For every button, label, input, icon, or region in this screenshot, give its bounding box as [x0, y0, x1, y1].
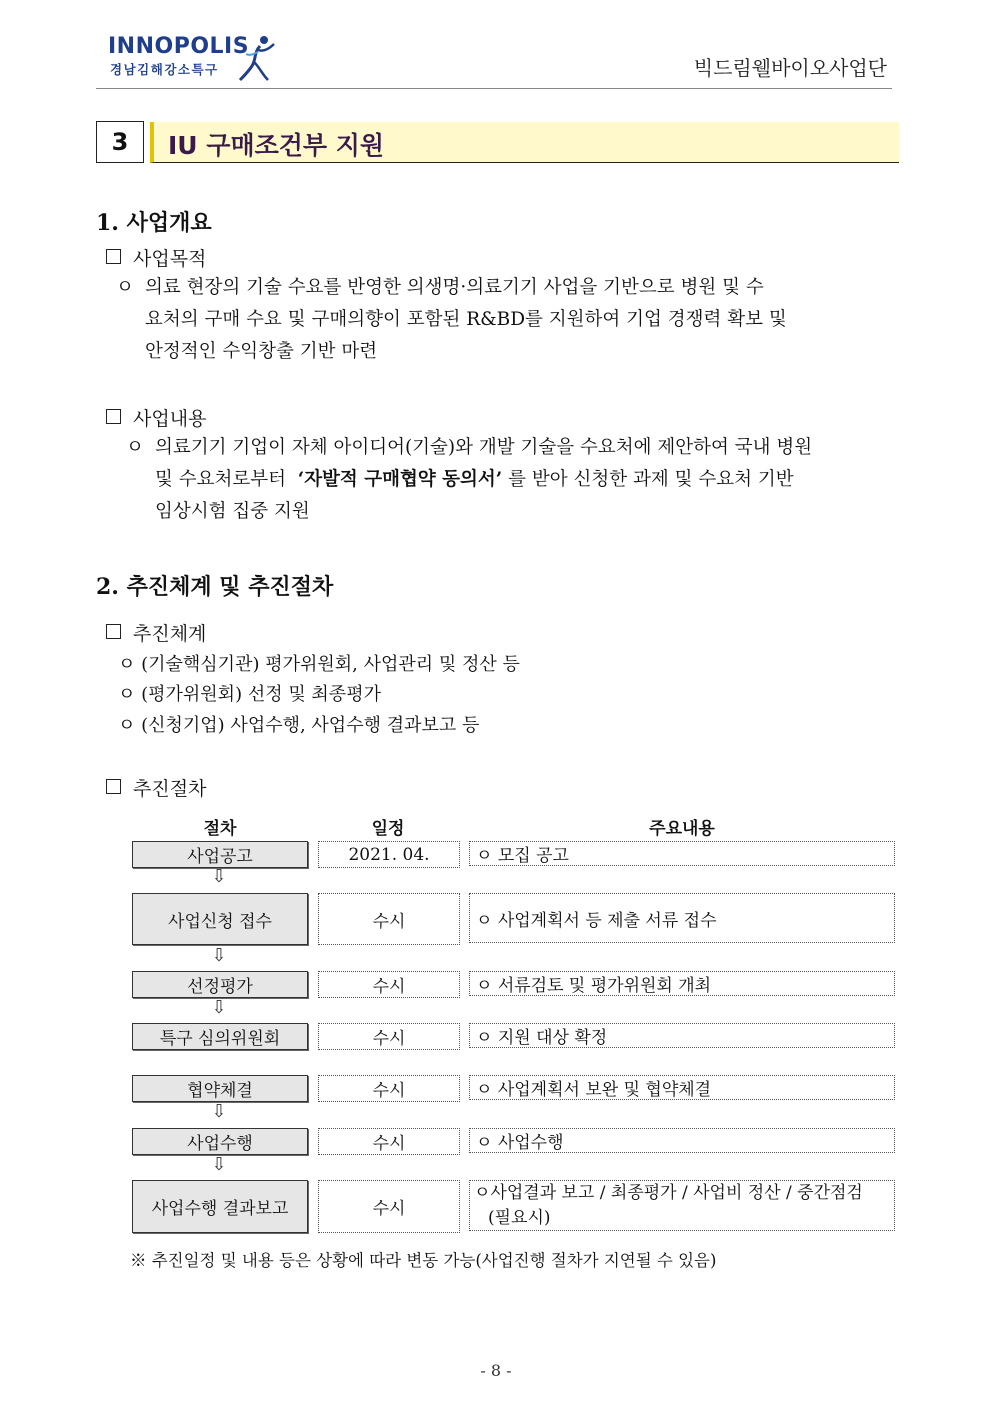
purpose-line-3: 안정적인 수익창출 기반 마련 [145, 341, 378, 362]
checkbox-square-icon [106, 624, 121, 639]
step-cell: 사업신청 접수 [132, 893, 308, 945]
step-cell: 사업수행 결과보고 [132, 1180, 308, 1233]
system-item-2: ㅇ (평가위원회) 선정 및 최종평가 [118, 684, 381, 705]
down-arrow-icon: ⇩ [211, 866, 227, 887]
section-number: 3 [96, 121, 144, 163]
content-cell: ㅇ사업결과 보고 / 최종평가 / 사업비 정산 / 중간점검 (필요시) [469, 1180, 895, 1231]
organization-name: 빅드림웰바이오사업단 [693, 56, 887, 80]
step-cell: 협약체결 [132, 1075, 308, 1102]
page-number: - 8 - [480, 1361, 512, 1380]
purpose-bullet: ㅇ [116, 277, 134, 298]
logo-main-text: INNOPOLIS [108, 34, 250, 59]
purpose-line-1: 의료 현장의 기술 수요를 반영한 의생명·의료기기 사업을 기반으로 병원 및 수 [145, 277, 764, 298]
schedule-cell: 수시 [318, 1180, 460, 1233]
content-line-1: 의료기기 기업이 자체 아이디어(기술)와 개발 기술을 수요처에 제안하여 국내 병원 [155, 437, 813, 458]
col-header-step: 절차 [203, 819, 237, 839]
step-cell: 사업공고 [132, 841, 308, 868]
step-cell: 사업수행 [132, 1128, 308, 1155]
heading-system-procedure: 2. 추진체계 및 추진절차 [96, 574, 334, 600]
content-cell: ㅇ 지원 대상 확정 [469, 1023, 895, 1048]
down-arrow-icon: ⇩ [211, 945, 227, 966]
schedule-note: ※ 추진일정 및 내용 등은 상황에 따라 변동 가능(사업진행 절차가 지연될 수 있음) [130, 1251, 717, 1270]
content-cell: ㅇ 사업계획서 등 제출 서류 접수 [469, 893, 895, 943]
runner-figure-icon [234, 34, 276, 84]
content-line-2: 및 수요처로부터 ‘자발적 구매협약 동의서’ 를 받아 신청한 과제 및 수요처 기반 [155, 469, 794, 490]
checkbox-square-icon [106, 779, 121, 794]
schedule-cell: 수시 [318, 971, 460, 998]
col-header-schedule: 일정 [371, 819, 405, 839]
step-cell: 특구 심의위원회 [132, 1023, 308, 1050]
down-arrow-icon: ⇩ [211, 1101, 227, 1122]
content-cell: ㅇ 사업수행 [469, 1128, 895, 1153]
purpose-line-2: 요처의 구매 수요 및 구매의향이 포함된 R&BD를 지원하여 기업 경쟁력 확보 및 [145, 309, 787, 330]
system-item-3: ㅇ (신청기업) 사업수행, 사업수행 결과보고 등 [118, 715, 480, 736]
col-header-content: 주요내용 [649, 819, 715, 839]
checkbox-square-icon [106, 249, 121, 264]
content-cell: ㅇ 서류검토 및 평가위원회 개최 [469, 971, 895, 996]
content-cell: ㅇ 모집 공고 [469, 841, 895, 866]
logo-sub-text: 경남김해강소특구 [110, 62, 219, 77]
step-cell: 선정평가 [132, 971, 308, 998]
schedule-cell: 수시 [318, 1075, 460, 1102]
schedule-cell: 수시 [318, 1023, 460, 1050]
down-arrow-icon: ⇩ [211, 997, 227, 1018]
content-cell: ㅇ 사업계획서 보완 및 협약체결 [469, 1075, 895, 1100]
schedule-cell: 2021. 04. [318, 841, 460, 868]
schedule-cell: 수시 [318, 1128, 460, 1155]
subheading-content: 사업내용 [106, 404, 206, 431]
down-arrow-icon: ⇩ [211, 1154, 227, 1175]
subheading-procedure: 추진절차 [106, 774, 206, 801]
system-item-1: ㅇ (기술핵심기관) 평가위원회, 사업관리 및 정산 등 [118, 654, 520, 675]
consent-form-emphasis: ‘자발적 구매협약 동의서’ [297, 469, 503, 490]
content-line-3: 임상시험 집중 지원 [155, 501, 310, 522]
innopolis-logo [108, 34, 278, 86]
section-title: IU 구매조건부 지원 [168, 131, 385, 160]
heading-business-overview: 1. 사업개요 [96, 210, 212, 236]
subheading-purpose: 사업목적 [106, 244, 206, 271]
schedule-cell: 수시 [318, 893, 460, 945]
subheading-system: 추진체계 [106, 619, 206, 646]
checkbox-square-icon [106, 409, 121, 424]
header-divider [96, 88, 892, 89]
content-bullet: ㅇ [126, 437, 144, 458]
